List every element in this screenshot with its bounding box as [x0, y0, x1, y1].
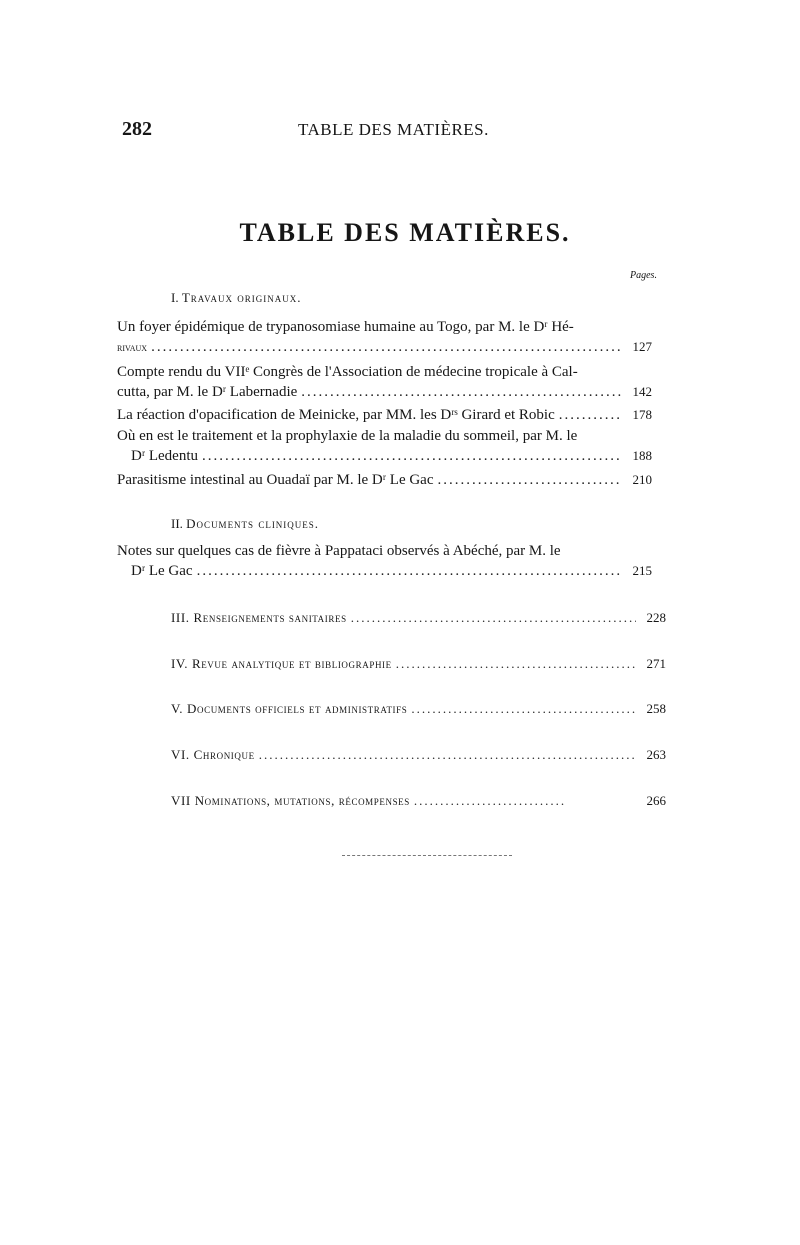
entry-leader — [117, 337, 652, 357]
section-title: Documents cliniques. — [186, 516, 320, 531]
section-title: Travaux originaux. — [181, 290, 302, 305]
entry-leader — [117, 405, 652, 425]
toc-section-3 — [171, 610, 666, 626]
page-ref: 258 — [646, 701, 666, 716]
entry-text-line: Parasitisme intestinal au Ouadaï par M. le Dʳ Le Gac — [117, 472, 434, 488]
toc-section-7 — [171, 793, 666, 809]
page-ref: 215 — [632, 563, 652, 578]
page-ref: 210 — [632, 472, 652, 487]
leader-dots — [197, 562, 622, 581]
page-ref: 142 — [632, 384, 652, 399]
page-title: TABLE DES MATIÈRES. — [239, 218, 571, 247]
section-heading-1 — [171, 290, 301, 306]
toc-entry-4 — [117, 427, 652, 466]
section-title: V. Documents officiels et administratifs — [171, 701, 408, 716]
page-ref: 127 — [632, 339, 652, 354]
entry-leader — [117, 382, 652, 402]
entry-text-line: Où en est le traitement et la prophylaxie de la maladie du sommeil, par M. le — [117, 428, 578, 444]
toc-entry-1 — [117, 318, 652, 357]
toc-section-5 — [171, 701, 666, 717]
toc-entry-2 — [117, 363, 652, 402]
entry-text-line: Dʳ Ledentu — [131, 448, 198, 464]
section-title: III. Renseignements sanitaires — [171, 610, 347, 625]
toc-section-6 — [171, 747, 666, 763]
page-ref: 228 — [646, 610, 666, 625]
leader-dots — [351, 610, 636, 626]
entry-text-line: Dʳ Le Gac — [131, 563, 193, 579]
leader-dots — [301, 383, 622, 402]
running-head — [122, 118, 642, 142]
entry-text-line: Un foyer épidémique de trypanosomiase humaine au Togo, par M. le Dʳ Hé- — [117, 319, 574, 335]
entry-text-line: Compte rendu du VIIᵉ Congrès de l'Association de médecine tropicale à Cal- — [117, 364, 578, 380]
toc-section-4 — [171, 656, 666, 672]
toc-entry-5 — [117, 470, 652, 490]
end-rule — [342, 855, 512, 857]
leader-dots — [411, 701, 636, 717]
section-title: IV. Revue analytique et bibliographie — [171, 656, 392, 671]
leader-dots — [438, 471, 623, 490]
entry-text-line: La réaction d'opacification de Meinicke, par MM. les Dʳˢ Girard et Robic — [117, 407, 555, 423]
pages-column-label: Pages. — [630, 270, 657, 281]
page-ref: 178 — [632, 407, 652, 422]
leader-dots — [559, 406, 622, 425]
leader-dots — [259, 747, 636, 763]
entry-text-line: Notes sur quelques cas de fièvre à Pappataci observés à Abéché, par M. le — [117, 543, 561, 559]
entry-text-line: cutta, par M. le Dʳ Labernadie — [117, 384, 298, 400]
entry-leader — [117, 561, 652, 581]
entry-leader — [117, 446, 652, 466]
page-ref: 266 — [646, 793, 666, 808]
entry-leader — [117, 470, 652, 490]
section-number: I. — [171, 290, 179, 305]
leader-dots — [396, 656, 636, 672]
page-number: 282 — [122, 118, 152, 140]
running-title: TABLE DES MATIÈRES. — [298, 120, 489, 139]
section-title: VI. Chronique — [171, 747, 255, 762]
toc-entry-3 — [117, 405, 652, 425]
leader-dots — [414, 793, 564, 809]
leader-dots — [202, 447, 622, 466]
section-title: VII Nominations, mutations, récompenses — [171, 793, 410, 808]
page-ref: 263 — [646, 747, 666, 762]
toc-entry-6 — [117, 542, 652, 581]
entry-text-line: rivaux — [117, 340, 148, 354]
section-heading-2 — [171, 516, 319, 532]
section-number: II. — [171, 516, 183, 531]
leader-dots — [151, 338, 622, 357]
page-ref: 188 — [632, 448, 652, 463]
page-ref: 271 — [646, 656, 666, 671]
